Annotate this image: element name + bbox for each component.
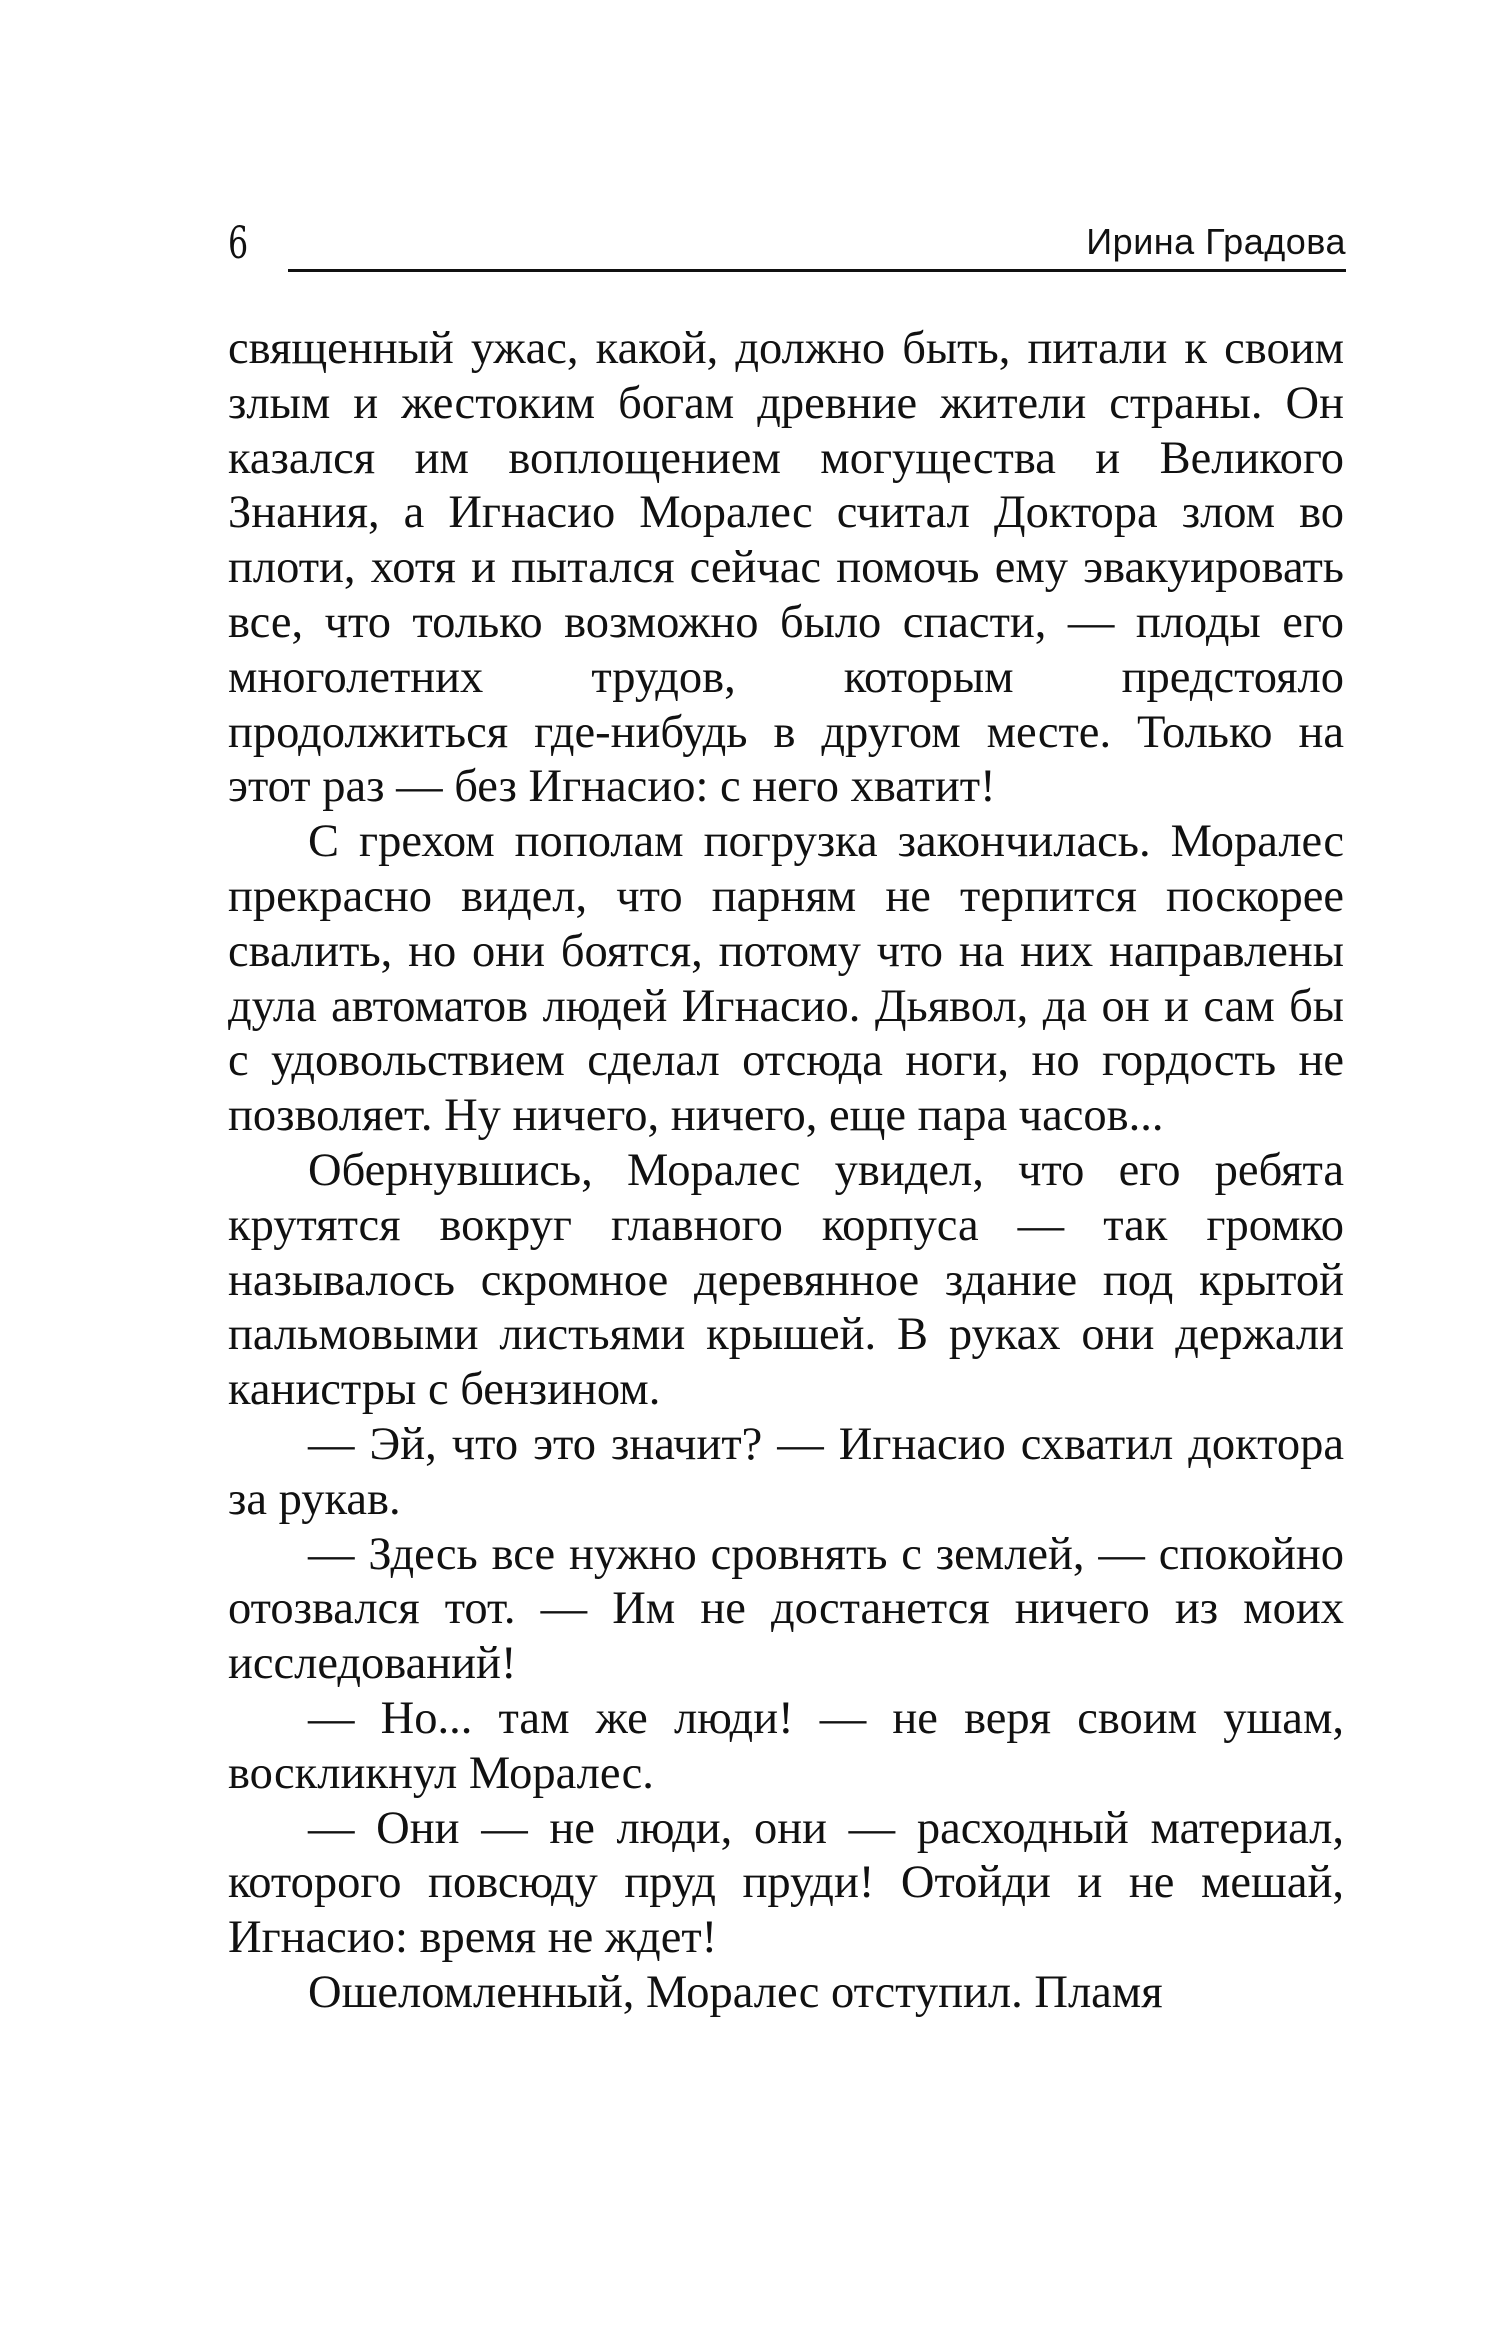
page-number: 6 — [228, 218, 249, 269]
running-title: Ирина Градова — [1086, 221, 1346, 262]
paragraph-5: — Здесь все нужно сровнять с землей, — спокойно отозвался тот. — Им не достанется ничего из моих исследований! — [228, 1528, 1344, 1690]
body-text — [228, 322, 1344, 2021]
paragraph-3: Обернувшись, Моралес увидел, что его ребята крутятся вокруг главного корпуса — так громко называлось скромное деревянное здание под крытой пальмовыми листьями крышей. В руках они держали канистры с бензином. — [228, 1144, 1344, 1416]
header-rule — [288, 269, 1346, 272]
paragraph-7: — Они — не люди, они — расходный материал, которого повсюду пруд пруди! Отойди и не мешай, Игнасио: время не ждет! — [228, 1802, 1344, 1964]
page-header — [228, 218, 1346, 278]
paragraph-4: — Эй, что это значит? — Игнасио схватил доктора за рукав. — [228, 1418, 1344, 1525]
paragraph-6: — Но... там же люди! — не веря своим ушам, воскликнул Моралес. — [228, 1692, 1344, 1799]
paragraph-8: Ошеломленный, Моралес отступил. Пламя — [308, 1966, 1163, 2018]
paragraph-1: священный ужас, какой, должно быть, питали к своим злым и жестоким богам древние жители страны. Он казался им воплощением могущества и Великого Знания, а Игнасио Моралес считал Доктора злом во плоти, хотя и пытался сейчас помочь ему эвакуировать все, что только возможно было спасти, — плоды его многолетних трудов, которым предстояло продолжиться где-нибудь в другом месте. Только на этот раз — без Игнасио: с него хватит! — [228, 323, 1344, 813]
paragraph-2: С грехом пополам погрузка закончилась. Моралес прекрасно видел, что парням не терпится поскорее свалить, но они боятся, потому что на них направлены дула автоматов людей Игнасио. Дьявол, да он и сам бы с удовольствием сделал отсюда ноги, но гордость не позволяет. Ну ничего, ничего, еще пара часов... — [228, 816, 1344, 1142]
